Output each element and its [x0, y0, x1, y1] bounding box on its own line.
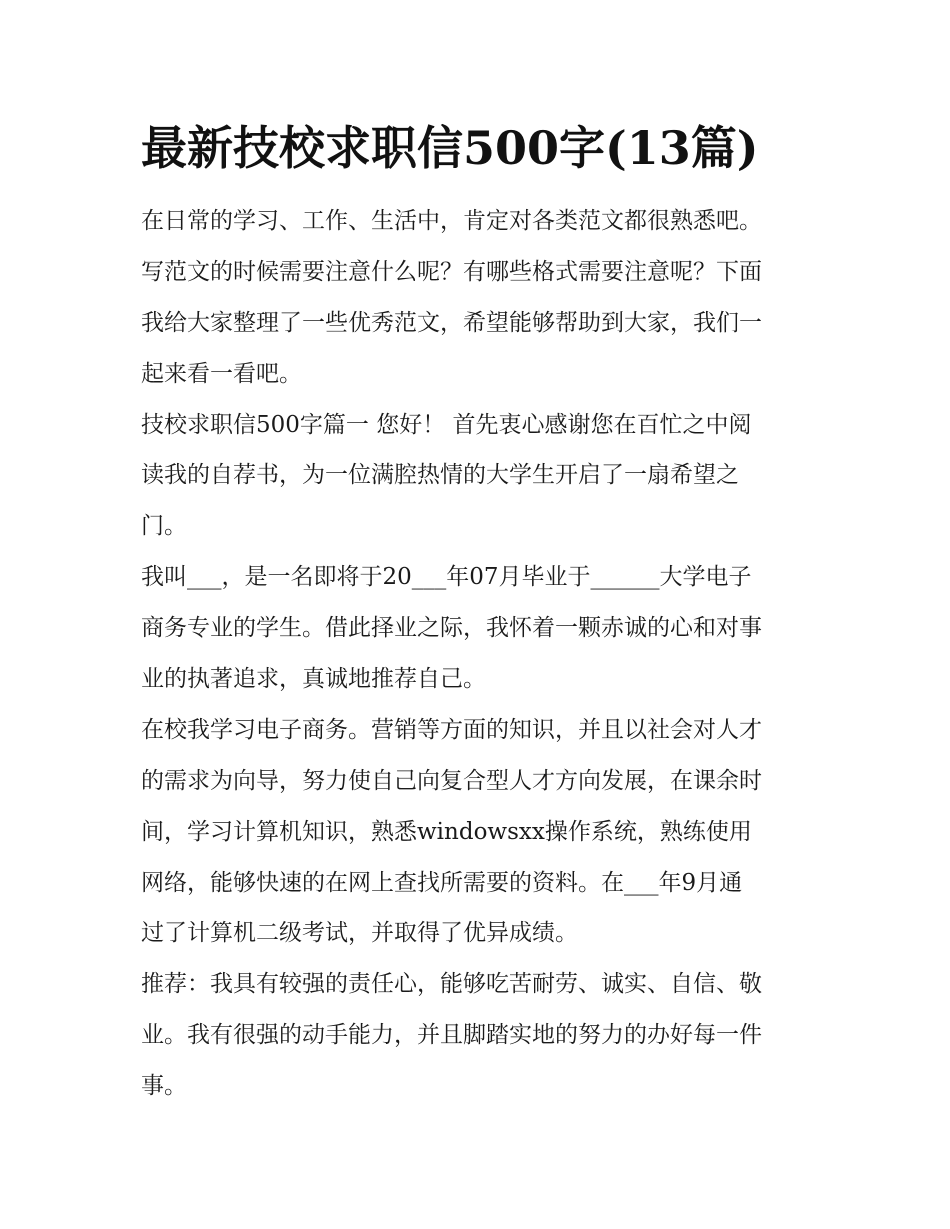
body-line: 间，学习计算机知识，熟悉windowsxx操作系统，熟练使用 [141, 818, 752, 845]
body-line: 我叫___，是一名即将于20___年07月毕业于______大学电子 [141, 564, 752, 591]
body-line: 过了计算机二级考试，并取得了优异成绩。 [141, 920, 578, 947]
body-line: 写范文的时候需要注意什么呢？有哪些格式需要注意呢？下面 [141, 258, 762, 285]
body-line: 的需求为向导，努力使自己向复合型人才方向发展，在课余时 [141, 767, 762, 794]
body-line: 技校求职信500字篇一 您好！ 首先衷心感谢您在百忙之中阅 [141, 411, 752, 438]
body-line: 商务专业的学生。借此择业之际，我怀着一颗赤诚的心和对事 [141, 615, 762, 642]
document-body [141, 196, 813, 1112]
body-line: 在校我学习电子商务。营销等方面的知识，并且以社会对人才 [141, 716, 762, 743]
body-line: 网络，能够快速的在网上查找所需要的资料。在___年9月通 [141, 869, 743, 896]
body-line: 业。我有很强的动手能力，并且脚踏实地的努力的办好每一件 [141, 1022, 762, 1049]
body-line: 门。 [141, 513, 187, 540]
body-line: 在日常的学习、工作、生活中，肯定对各类范文都很熟悉吧。 [141, 208, 762, 234]
body-line: 业的执著追求，真诚地推荐自己。 [141, 666, 486, 693]
body-line: 读我的自荐书，为一位满腔热情的大学生开启了一扇希望之 [141, 462, 739, 489]
body-line: 我给大家整理了一些优秀范文，希望能够帮助到大家，我们一 [141, 309, 762, 336]
document-title: 最新技校求职信500字(13篇) [141, 121, 759, 175]
body-line: 推荐：我具有较强的责任心，能够吃苦耐劳、诚实、自信、敬 [141, 971, 762, 998]
body-line: 事。 [141, 1073, 187, 1100]
body-line: 起来看一看吧。 [141, 360, 302, 387]
